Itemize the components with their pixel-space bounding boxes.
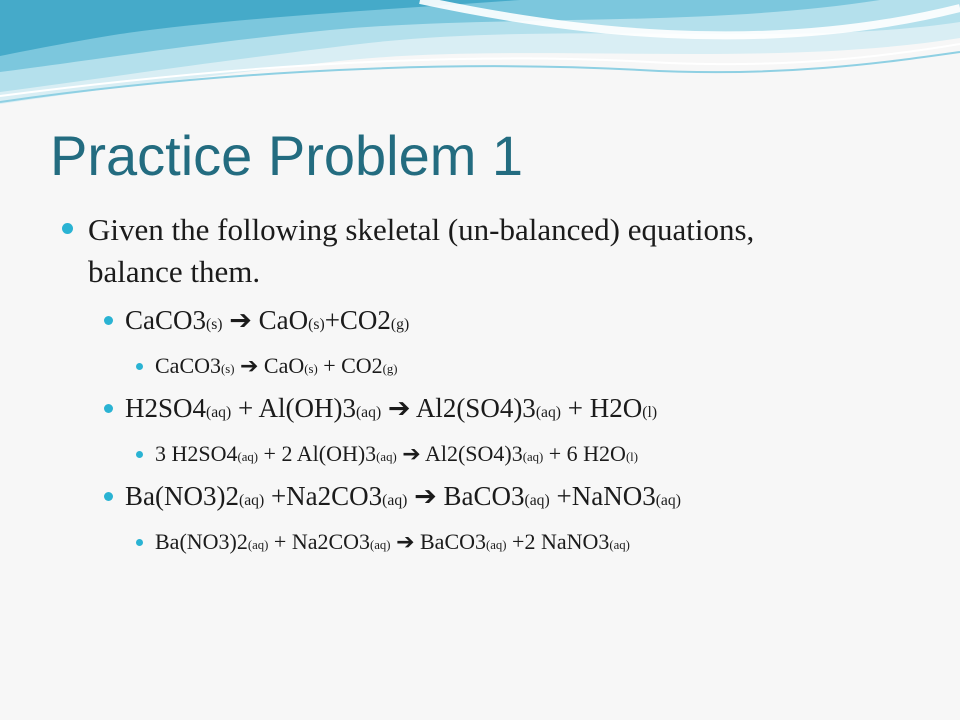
- equation-1-skeletal: CaCO3(s) ➔ CaO(s)+CO2(g): [125, 305, 410, 336]
- arrow-icon: ➔: [396, 530, 415, 555]
- bullet-dot: [104, 492, 113, 501]
- arrow-icon: ➔: [402, 442, 421, 467]
- bullet-dot: [136, 451, 143, 458]
- bullet-dot: [104, 316, 113, 325]
- arrow-icon: ➔: [414, 481, 437, 512]
- equation-3-skeletal: Ba(NO3)2(aq) +Na2CO3(aq) ➔ BaCO3(aq) +NaNO3(aq): [125, 481, 681, 512]
- arrow-icon: ➔: [239, 354, 259, 379]
- bullet-dot: [136, 539, 143, 546]
- intro-text: Given the following skeletal (un-balanced) equations,: [88, 212, 755, 247]
- arrow-icon: ➔: [229, 305, 252, 336]
- arrow-icon: ➔: [387, 393, 411, 424]
- equation-1-balanced: CaCO3(s) ➔ CaO(s) + CO2(g): [155, 353, 398, 379]
- bullet-dot: [104, 404, 113, 413]
- bullet-dot: [62, 223, 73, 234]
- equation-3-balanced: Ba(NO3)2(aq) + Na2CO3(aq) ➔ BaCO3(aq) +2 NaNO3(aq): [155, 529, 630, 555]
- intro-text-cont: balance them.: [88, 254, 261, 289]
- equation-2-skeletal: H2SO4(aq) + Al(OH)3(aq) ➔ Al2(SO4)3(aq) + H2O(l): [125, 393, 658, 424]
- slide-title: Practice Problem 1: [50, 124, 524, 187]
- bullet-dot: [136, 363, 143, 370]
- equation-2-balanced: 3 H2SO4(aq) + 2 Al(OH)3(aq) ➔ Al2(SO4)3(aq) + 6 H2O(l): [155, 441, 638, 467]
